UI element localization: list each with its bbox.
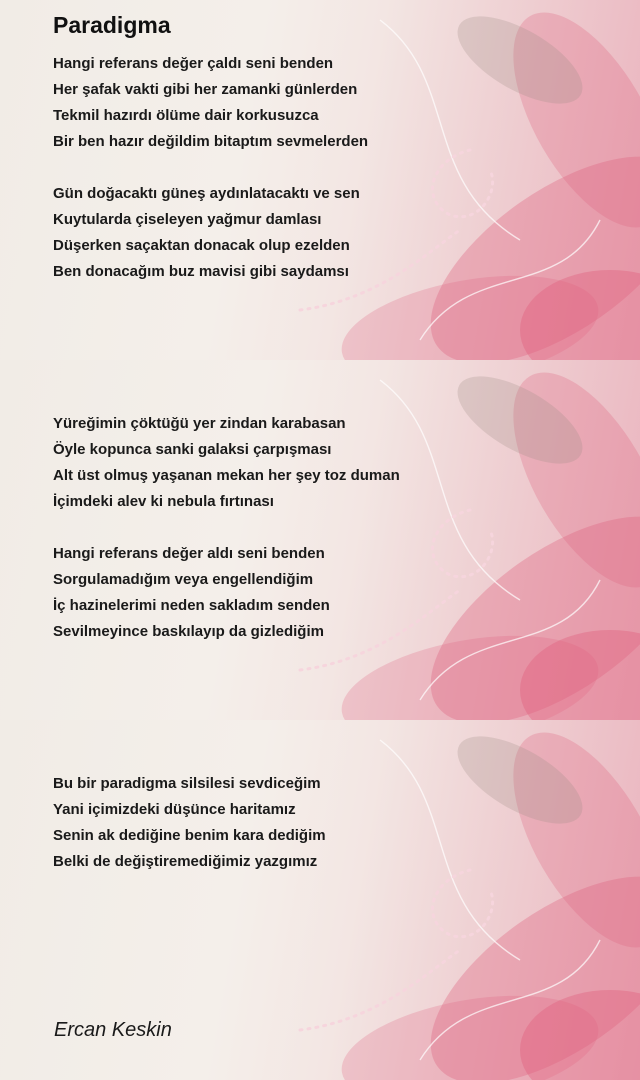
poem-line: Yani içimizdeki düşünce haritamız xyxy=(53,801,296,818)
poem-line: Sevilmeyince baskılayıp da gizlediğim xyxy=(53,623,324,640)
poem-line: Hangi referans değer çaldı seni benden xyxy=(53,55,334,72)
poem-line: Bu bir paradigma silsilesi sevdiceğim xyxy=(53,775,321,792)
poem-line: Düşerken saçaktan donacak olup ezelden xyxy=(53,237,350,254)
stanza-5 xyxy=(53,771,326,875)
poem-line: Yüreğimin çöktüğü yer zindan karabasan xyxy=(53,415,346,432)
poem-line: Belki de değiştiremediğimiz yazgımız xyxy=(53,853,318,870)
poem-line: İçimdeki alev ki nebula fırtınası xyxy=(53,493,274,510)
poem-line: Kuytularda çiseleyen yağmur damlası xyxy=(53,211,322,228)
poem-line: Alt üst olmuş yaşanan mekan her şey toz duman xyxy=(53,467,400,484)
poem-line: İç hazinelerimi neden sakladım senden xyxy=(53,597,330,614)
poem-author: Ercan Keskin xyxy=(54,1019,172,1041)
poem-line: Sorgulamadığım veya engellendiğim xyxy=(53,571,314,588)
stanza-2 xyxy=(53,181,360,285)
stanza-4 xyxy=(53,541,330,645)
poem-title: Paradigma xyxy=(53,12,171,38)
stanza-1 xyxy=(53,51,368,155)
stanza-3 xyxy=(53,411,400,515)
poem-line: Hangi referans değer aldı seni benden xyxy=(53,545,325,562)
poem-line: Gün doğacaktı güneş aydınlatacaktı ve sen xyxy=(53,185,360,202)
poem-line: Senin ak dediğine benim kara dediğim xyxy=(53,827,326,844)
poem-line: Her şafak vakti gibi her zamanki günlerden xyxy=(53,81,358,98)
poem-line: Ben donacağım buz mavisi gibi saydamsı xyxy=(53,263,349,280)
poem-line: Tekmil hazırdı ölüme dair korkusuzca xyxy=(53,107,319,124)
poem-line: Bir ben hazır değildim bitaptım sevmelerden xyxy=(53,133,369,150)
poem-line: Öyle kopunca sanki galaksi çarpışması xyxy=(53,441,332,458)
